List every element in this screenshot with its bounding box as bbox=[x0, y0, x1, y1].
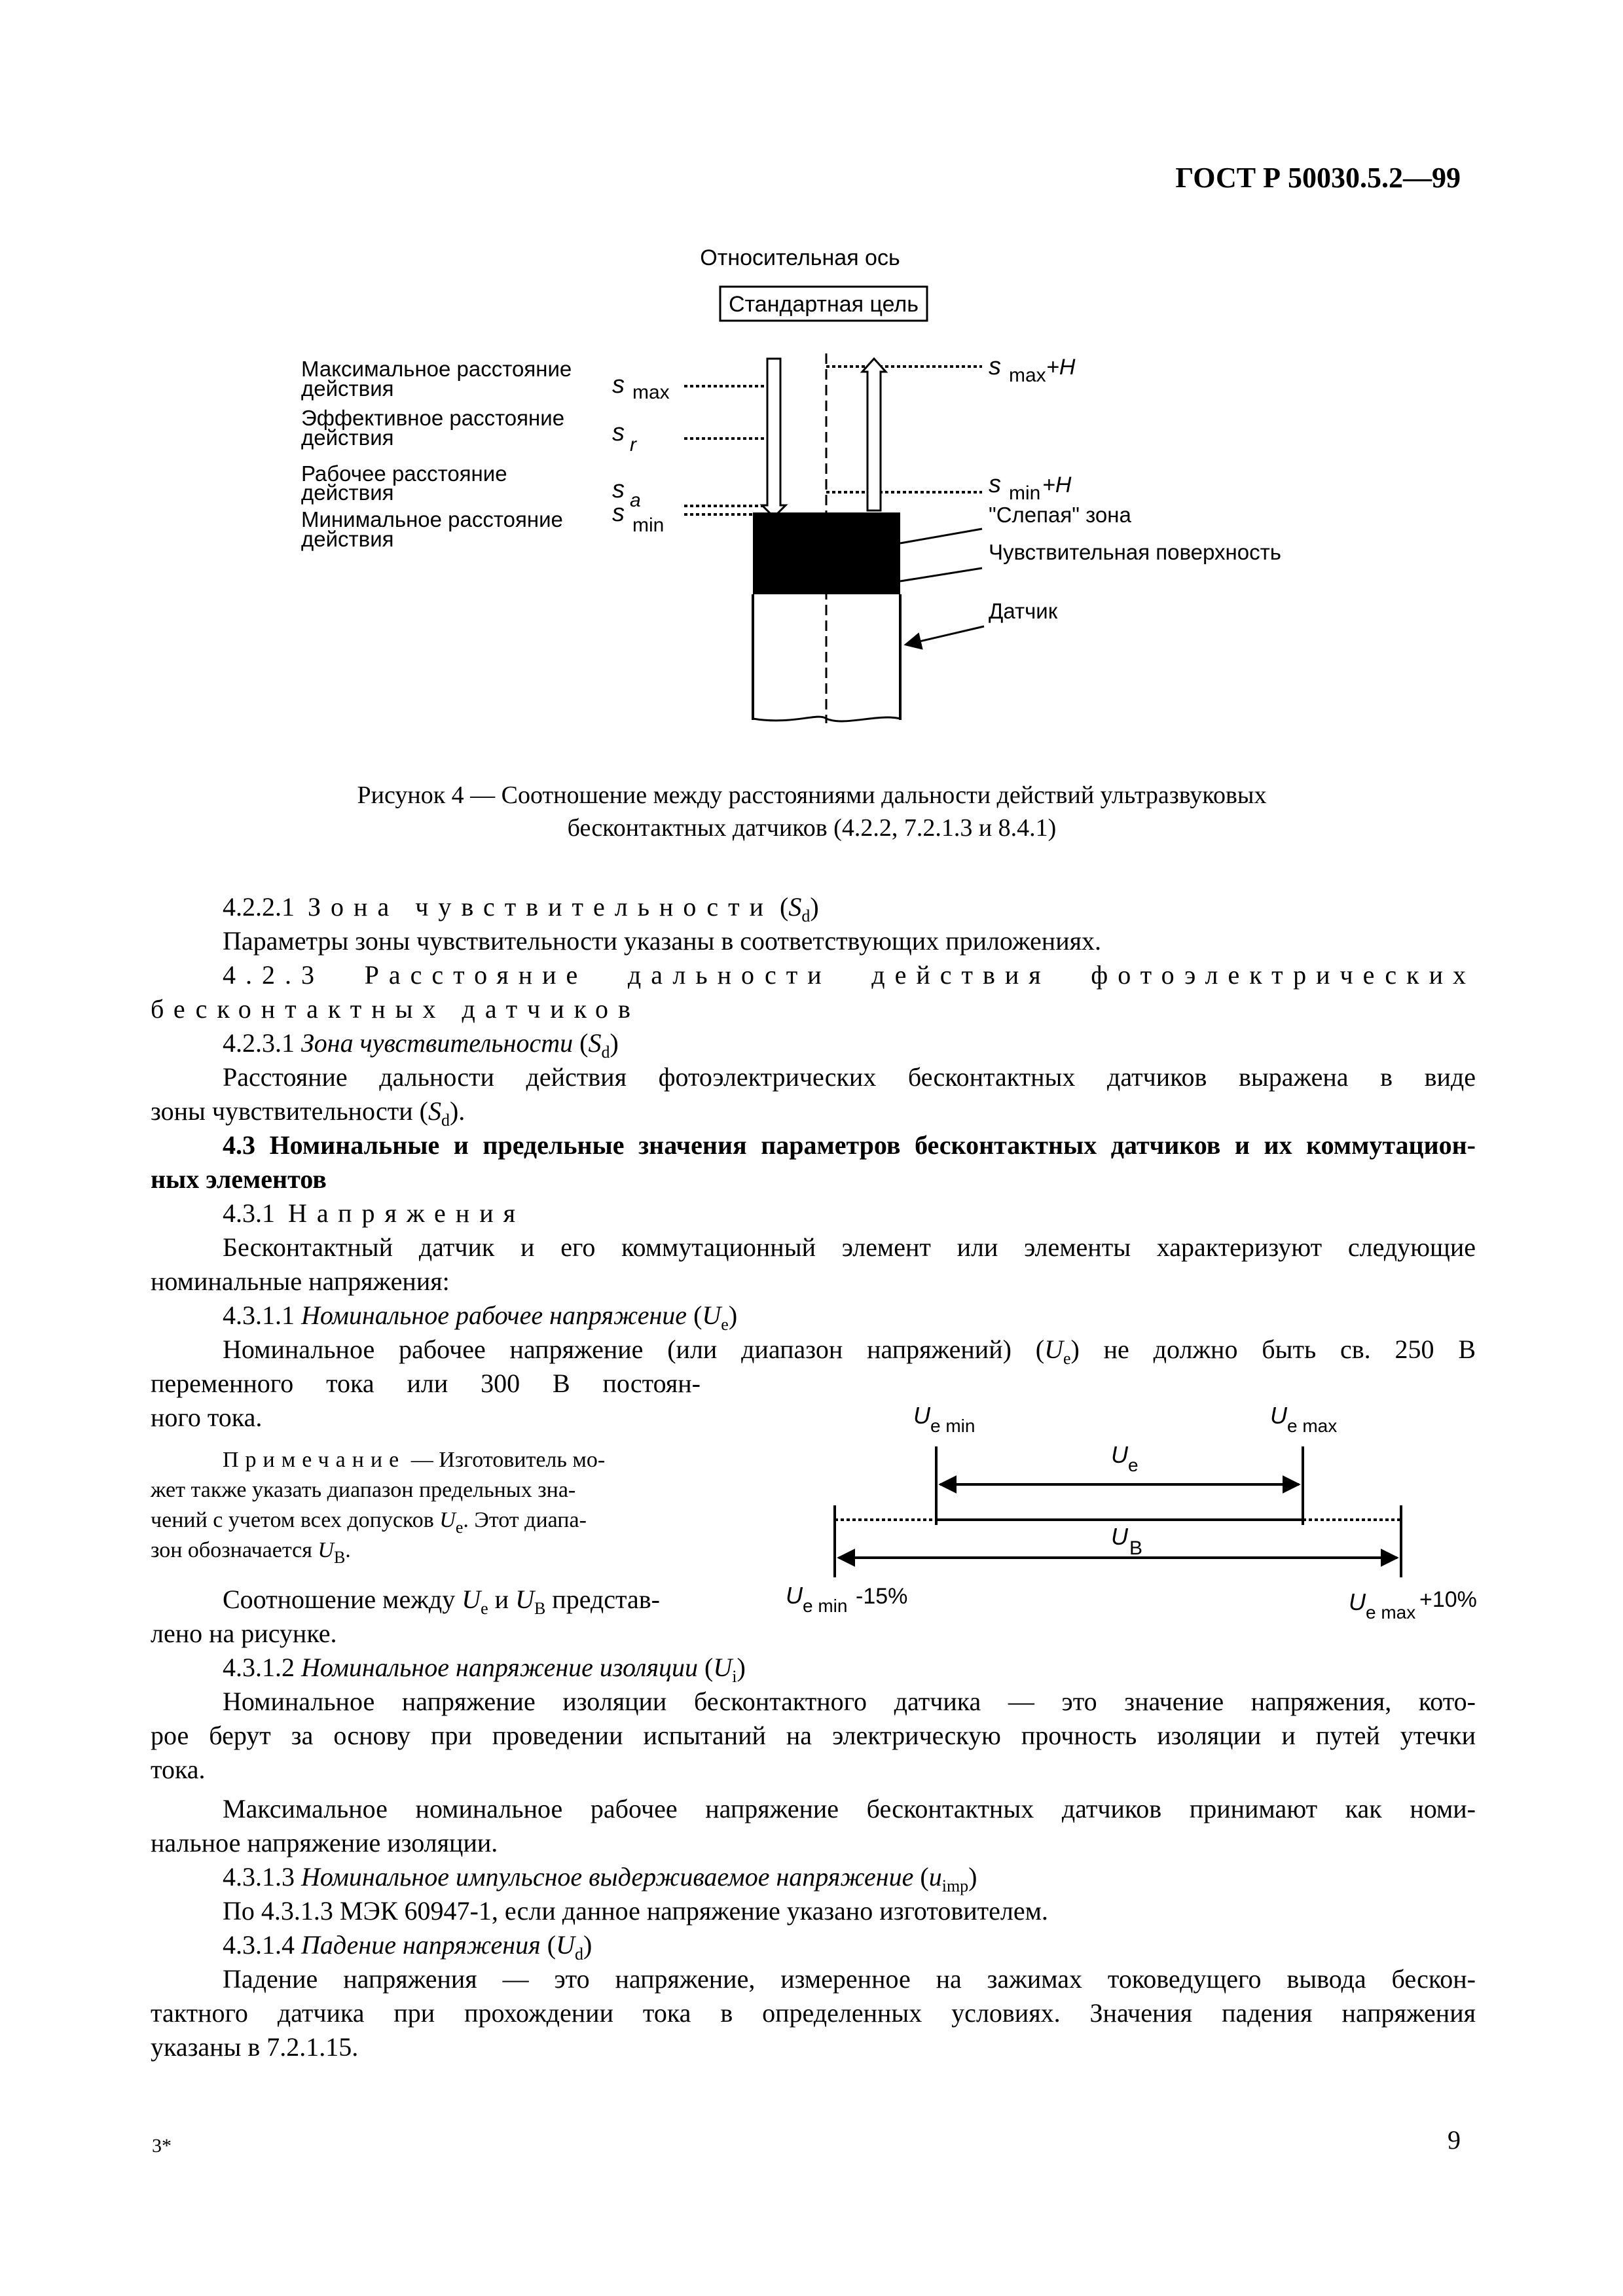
figure-caption-line1: Рисунок 4 — Соотношение между расстояниями дальности действий ультразвуковых bbox=[357, 781, 1267, 809]
standard-target-label: Стандартная цель bbox=[729, 292, 919, 317]
section-4314-body-line1: Падение напряжения — это напряжение, измеренное на зажимах токоведущего вывода бескон- bbox=[223, 1964, 1476, 1994]
figure-title: Относительная ось bbox=[700, 245, 900, 270]
label-working-distance-1: Рабочее расстояние bbox=[301, 461, 507, 486]
document-code: ГОСТ Р 50030.5.2—99 bbox=[1175, 162, 1461, 194]
section-4311-body-line3: ного тока. bbox=[151, 1403, 263, 1432]
section-43-title-line1: 4.3 Номинальные и предельные значения параметров бесконтактных датчиков и их коммутацион- bbox=[223, 1130, 1476, 1160]
section-4312-p2-line1: Максимальное номинальное рабочее напряжение бесконтактных датчиков принимают как номи- bbox=[223, 1794, 1476, 1823]
section-4231-body-symbol: S bbox=[428, 1096, 441, 1126]
section-4314-body-line3: указаны в 7.2.1.15. bbox=[151, 2032, 359, 2062]
section-4311-body-line1-a: Номинальное рабочее напряжение (или диапазон напряжений) ( bbox=[223, 1335, 1045, 1364]
section-431-number: 4.3.1 bbox=[223, 1198, 275, 1228]
section-423-number: 4.2.3 bbox=[223, 960, 324, 990]
note-line2: жет также указать диапазон предельных зна- bbox=[151, 1478, 576, 1502]
note-line4-text: зон обозначается bbox=[151, 1538, 318, 1562]
ue-min-U: U bbox=[913, 1402, 930, 1429]
section-4312-number: 4.3.1.2 bbox=[223, 1653, 295, 1682]
section-4313-symbol: u bbox=[928, 1862, 942, 1892]
section-423-title-line1: Расстояние дальности действия фотоэлектрических bbox=[364, 960, 1476, 990]
section-4314-title: Падение напряжения bbox=[301, 1930, 541, 1960]
symbol-s-r: s bbox=[612, 419, 625, 446]
section-4313-symbol-sub: imp bbox=[941, 1876, 969, 1895]
section-4311-title: Номинальное рабочее напряжение bbox=[301, 1300, 687, 1330]
section-4312-p1-line1: Номинальное напряжение изоляции бесконтактного датчика — это значение напряжения, кото- bbox=[223, 1687, 1476, 1716]
section-4231-body-line2: зоны чувствительности $(S_d)$. bbox=[151, 1096, 465, 1130]
section-4311-symbol-sub: e bbox=[721, 1315, 729, 1334]
relation-line1-a: Соотношение между bbox=[223, 1585, 462, 1614]
section-4221-heading: 4.2.2.1 Зона чувствительности $(S_d)$ bbox=[223, 892, 819, 925]
ue-max-tol-pct: +10% bbox=[1419, 1587, 1477, 1612]
symbol-s-r-sub: r bbox=[630, 434, 636, 456]
section-4314-body-line2: тактного датчика при прохождении тока в определенных условиях. Значения падения напряжения bbox=[151, 1998, 1476, 2028]
ue-min-tol-U: U bbox=[786, 1582, 803, 1609]
section-4312-p2-line2: нальное напряжение изоляции. bbox=[151, 1828, 498, 1857]
label-sensitive-surface: Чувствительная поверхность bbox=[989, 540, 1281, 564]
ue-sub: e bbox=[1128, 1455, 1139, 1475]
section-4314-heading: 4.3.1.4 Падение напряжения $(U_d)$ bbox=[223, 1930, 593, 1964]
ub-sub: B bbox=[1129, 1537, 1143, 1559]
section-431-body-line2: номинальные напряжения: bbox=[151, 1266, 450, 1296]
section-4221-number: 4.2.2.1 bbox=[223, 892, 295, 922]
section-4231-symbol-sub: d bbox=[601, 1043, 610, 1062]
note-symbol-ub-sub: B bbox=[333, 1548, 346, 1567]
symbol-s-min-h: s bbox=[989, 471, 1001, 498]
section-4312-heading: 4.3.1.2 Номинальное напряжение изоляции $(U_i)$ bbox=[223, 1653, 746, 1686]
section-4312-p1-line3: тока. bbox=[151, 1755, 206, 1784]
ue-max-U: U bbox=[1270, 1402, 1287, 1429]
section-4221-title: Зона чувствительности bbox=[308, 892, 773, 922]
section-4313-heading: 4.3.1.3 Номинальное импульсное выдерживаемое напряжение $(u_{imp})$ bbox=[223, 1862, 977, 1895]
label-working-distance-2: действия bbox=[301, 480, 394, 505]
section-423-heading-line2: бесконтактных датчиков bbox=[151, 994, 640, 1024]
symbol-s-max-h-sub: max bbox=[1009, 365, 1046, 386]
section-4313-number: 4.3.1.3 bbox=[223, 1862, 295, 1892]
relation-line1-b: и bbox=[488, 1585, 516, 1614]
section-4312-symbol: U bbox=[713, 1653, 733, 1682]
note-symbol-ue-sub: e bbox=[455, 1518, 464, 1537]
relation-symbol-ue: U bbox=[462, 1585, 481, 1614]
ue-U: U bbox=[1111, 1441, 1128, 1468]
section-431-body-line1: Бесконтактный датчик и его коммутационный элемент или элементы характеризуют следующие bbox=[223, 1232, 1476, 1262]
section-4221-symbol-sub: d bbox=[801, 906, 811, 925]
ue-min-sub: e min bbox=[930, 1416, 976, 1436]
footer-signature-mark: 3* bbox=[152, 2135, 172, 2157]
relation-symbol-ub: U bbox=[515, 1585, 534, 1614]
section-4311-body-symbol: U bbox=[1044, 1335, 1063, 1364]
label-min-distance-2: действия bbox=[301, 527, 394, 551]
section-4314-number: 4.3.1.4 bbox=[223, 1930, 295, 1960]
ue-max-sub: e max bbox=[1287, 1416, 1338, 1436]
page-number: 9 bbox=[1448, 2125, 1461, 2155]
relation-line2: лено на рисунке. bbox=[151, 1619, 337, 1648]
relation-symbol-ub-sub: B bbox=[534, 1599, 546, 1618]
note-head: Примечание bbox=[223, 1448, 406, 1472]
section-4221-body: Параметры зоны чувствительности указаны в соответствующих приложениях. bbox=[223, 926, 1102, 956]
section-4312-symbol-sub: i bbox=[732, 1667, 737, 1686]
section-4311-body-line1-b: ) не должно быть св. 250 В bbox=[1070, 1335, 1476, 1364]
section-4221-symbol: S bbox=[788, 892, 802, 922]
section-4312-p1-line2: рое берут за основу при проведении испытаний на электрическую прочность изоляции и путей утечки bbox=[151, 1721, 1476, 1750]
symbol-s-min-sub: min bbox=[632, 514, 665, 536]
label-effective-distance-1: Эффективное расстояние bbox=[301, 406, 565, 430]
relation-symbol-ue-sub: e bbox=[481, 1599, 488, 1618]
symbol-s-max-h: s bbox=[989, 353, 1001, 380]
note-line3-b: . Этот диапа- bbox=[463, 1508, 587, 1532]
section-4313-title: Номинальное импульсное выдерживаемое напряжение bbox=[301, 1862, 914, 1892]
note-line4: зон обозначается $U_B$. bbox=[151, 1538, 351, 1567]
section-4314-symbol-sub: d bbox=[574, 1945, 583, 1964]
section-4311-body-line2: переменного тока или 300 В постоян- bbox=[151, 1369, 701, 1398]
label-max-distance-1: Максимальное расстояние bbox=[301, 357, 572, 381]
note-line1-text: — Изготовитель мо- bbox=[405, 1448, 606, 1472]
section-4231-title: Зона чувствительности bbox=[301, 1028, 574, 1058]
label-sensor: Датчик bbox=[989, 599, 1058, 623]
section-4231-body-symbol-sub: d bbox=[441, 1111, 450, 1130]
section-4231-number: 4.2.3.1 bbox=[223, 1028, 295, 1058]
symbol-s-a: s bbox=[612, 476, 625, 503]
label-max-distance-2: действия bbox=[301, 376, 394, 401]
figure-caption-line2: бесконтактных датчиков (4.2.2, 7.2.1.3 и 8.4.1) bbox=[567, 814, 1057, 842]
section-4231-body-line2-text: зоны чувствительности bbox=[151, 1096, 413, 1126]
section-4314-symbol: U bbox=[556, 1930, 575, 1960]
section-4311-number: 4.3.1.1 bbox=[223, 1300, 295, 1330]
section-4311-heading: 4.3.1.1 Номинальное рабочее напряжение $(U_e)$ bbox=[223, 1300, 738, 1334]
note-symbol-ue: U bbox=[439, 1508, 456, 1532]
relation-line1-c: представ- bbox=[545, 1585, 660, 1614]
section-4313-body: По 4.3.1.3 МЭК 60947-1, если данное напряжение указано изготовителем. bbox=[223, 1896, 1048, 1926]
label-effective-distance-2: действия bbox=[301, 425, 394, 450]
label-min-distance-1: Минимальное расстояние bbox=[301, 507, 563, 531]
symbol-s-a-sub: a bbox=[630, 490, 641, 511]
ue-min-tol-sub: e min bbox=[803, 1596, 848, 1616]
note-symbol-ub: U bbox=[318, 1538, 334, 1562]
ue-max-tol-sub: e max bbox=[1366, 1602, 1416, 1623]
section-43-title-line2: ных элементов bbox=[151, 1164, 327, 1194]
section-4231-heading: 4.2.3.1 Зона чувствительности $(S_d)$ bbox=[223, 1028, 619, 1062]
symbol-s-max-sub: max bbox=[632, 382, 670, 403]
symbol-s-max: s bbox=[612, 371, 625, 399]
section-4312-title: Номинальное напряжение изоляции bbox=[301, 1653, 699, 1682]
label-blind-zone: "Слепая" зона bbox=[989, 503, 1131, 527]
note-line3-a: чений с учетом всех допусков bbox=[151, 1508, 440, 1532]
symbol-s-min-h-sub: min bbox=[1009, 482, 1041, 504]
symbol-s-min-h-plus: +H bbox=[1042, 473, 1072, 497]
section-4231-body-line1: Расстояние дальности действия фотоэлектрических бесконтактных датчиков выражена в виде bbox=[223, 1062, 1476, 1092]
section-4231-symbol: S bbox=[588, 1028, 602, 1058]
symbol-s-max-h-plus: +H bbox=[1046, 355, 1076, 380]
section-4311-symbol: U bbox=[702, 1300, 721, 1330]
ub-U: U bbox=[1111, 1523, 1128, 1550]
ue-min-tol-pct: -15% bbox=[856, 1584, 908, 1609]
section-431-title: Напряжения bbox=[288, 1198, 525, 1228]
symbol-s-min: s bbox=[612, 499, 625, 527]
ue-max-tol-U: U bbox=[1349, 1588, 1366, 1615]
section-4311-body-symbol-sub: e bbox=[1063, 1349, 1071, 1368]
